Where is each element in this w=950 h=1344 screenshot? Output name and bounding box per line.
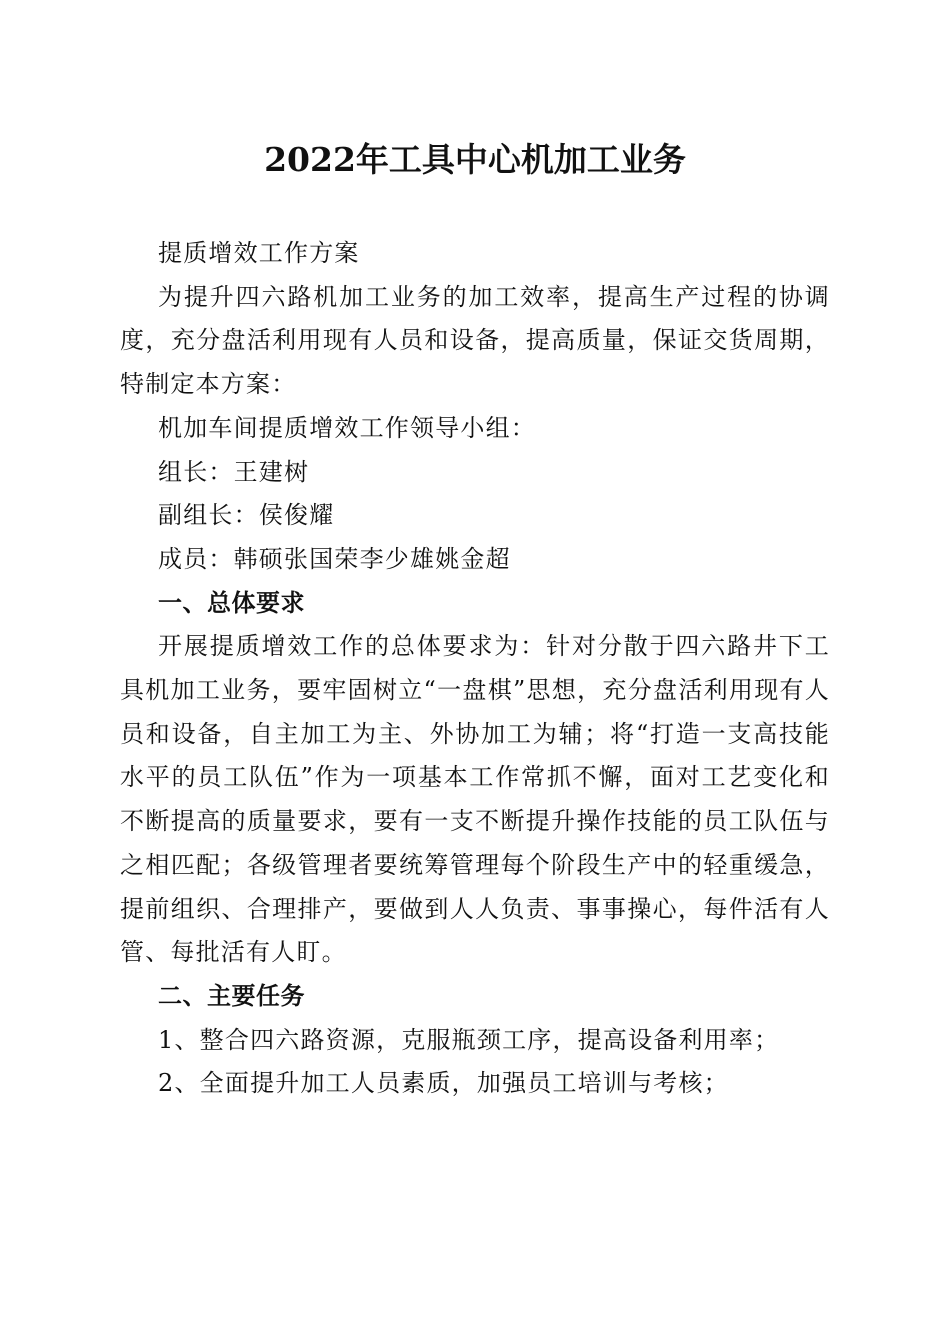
group-leader: 组长：王建树 <box>158 457 310 486</box>
group-members: 成员：韩硕张国荣李少雄姚金超 <box>158 544 511 573</box>
document-subtitle: 提质增效工作方案 <box>158 239 360 267</box>
section-2-item-2: 2、全面提升加工人员素质，加强员工培训与考核； <box>158 1069 729 1098</box>
document-body <box>120 232 830 1106</box>
group-deputy-leader: 副组长：侯俊耀 <box>158 501 335 530</box>
document-title: 2022年工具中心机加工业务 <box>264 140 686 179</box>
section-1-heading: 一、总体要求 <box>158 588 305 617</box>
section-2-item-1: 1、整合四六路资源，克服瓶颈工序，提高设备利用率； <box>158 1025 780 1054</box>
group-heading: 机加车间提质增效工作领导小组： <box>158 413 536 442</box>
section-2-heading: 二、主要任务 <box>158 981 305 1010</box>
section-1-body: 开展提质增效工作的总体要求为：针对分散于四六路井下工具机加工业务，要牢固树立“一盘棋”思想，充分盘活利用现有人员和设备，自主加工为主、外协加工为辅；将“打造一支高技能水平的员工队伍”作为一项基本工作常抓不懈，面对工艺变化和不断提高的质量要求，要有一支不断提升操作技能的员工队伍与之相匹配；各级管理者要统筹管理每个阶段生产中的轻重缓急，提前组织、合理排产，要做到人人负责、事事操心，每件活有人管、每批活有人盯。 <box>120 632 830 967</box>
intro-paragraph: 为提升四六路机加工业务的加工效率，提高生产过程的协调度，充分盘活利用现有人员和设备，提高质量，保证交货周期，特制定本方案： <box>120 282 830 399</box>
